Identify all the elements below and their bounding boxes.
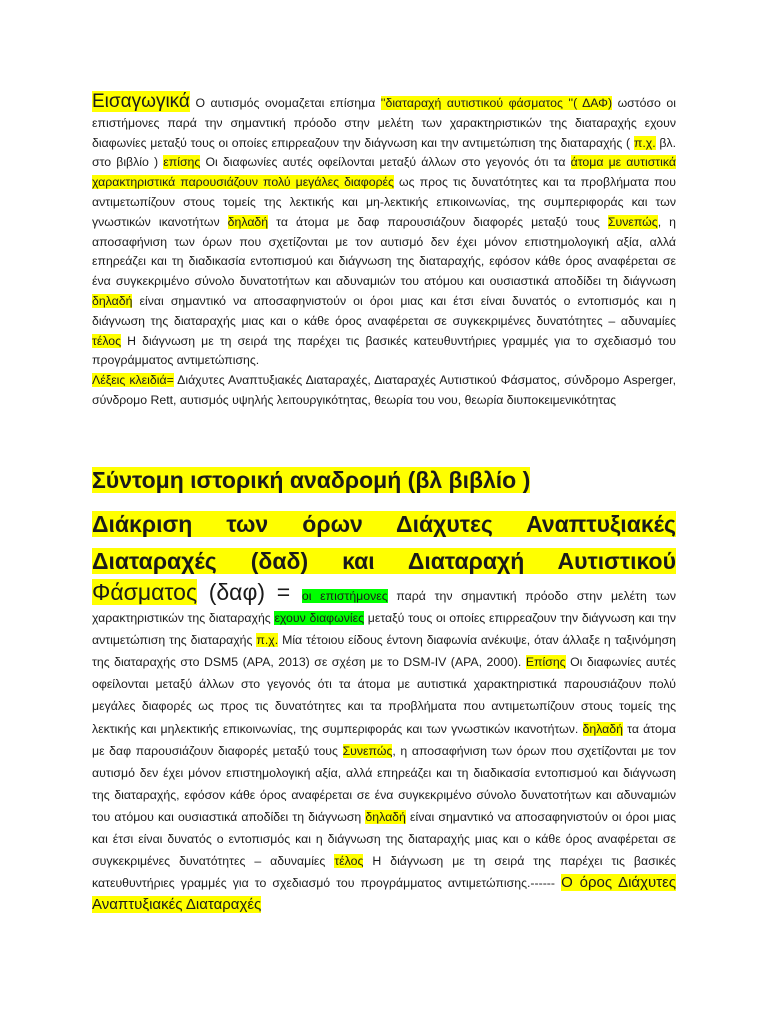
- section-text: , η αποσαφήνιση των όρων που σχετίζονται με τον αυτισμό δεν έχει μόνον επιστημολογική αξία, αλλά επηρεάζει και τη διαδικασία εντοπισμού και διάγνωση της διαταραχής, εφόσον κάθε όρος αναφέρεται σε ένα συγκεκριμένο σύνολο δυνατοτήτων και αδυναμιών του ατόμου και ουσιαστικά αποδίδει τη διάγνωση: [92, 743, 676, 824]
- green-highlight: εχουν διαφωνίες: [274, 611, 365, 626]
- highlight: τέλος: [92, 333, 122, 348]
- terms-heading: Διάκριση των όρων Διάχυτες Αναπτυξιακές Διαταραχές (δαδ) και Διαταραχή Αυτιστικού: [92, 511, 676, 574]
- section-text: μεταξύ τους οι οποίες επιρρεαζουν την διάγνωση και την αντιμετώπιση της διαταραχής: [92, 611, 676, 648]
- intro-paragraph: [92, 92, 676, 371]
- highlight: ''διαταραχή αυτιστικού φάσματος ''( ΔΑΦ): [380, 96, 613, 110]
- intro-text: Ο αυτισμός ονομαζεται επίσημα: [189, 96, 381, 110]
- keywords-paragraph: [92, 371, 676, 411]
- section-text: είναι σημαντικό να αποσαφηνιστούν οι όροι μιας και έτσι είναι δυνατός ο εντοπισμός και η διάγνωση της διαταραχής μιας και ο κάθε όρος αναφέρεται σε συγκεκριμένες δυνατότητες – αδυναμίες: [92, 809, 676, 869]
- section-text: τα άτομα με δαφ παρουσιάζουν διαφορές μεταξύ τους: [92, 721, 677, 758]
- section-lead-rest: (δαφ) =: [197, 579, 302, 605]
- intro-text: ως προς τις δυνατότητες και τα προβλήματα που αντιμετωπίζουν στους τομείς της λεκτικής και μη-λεκτικής επικοινωνίας, της συμπεριφοράς και των γνωστικών ικανοτήτων: [92, 175, 676, 229]
- section-text: παρά την σημαντική πρόοδο στην μελέτη των χαρακτηριστικών της διαταραχής: [92, 589, 677, 626]
- intro-text: Οι διαφωνίες αυτές οφείλονται μεταξύ άλλων στο γεγονός ότι τα: [200, 155, 571, 170]
- highlight: δηλαδή: [365, 809, 406, 824]
- highlight: π.χ.: [633, 135, 656, 150]
- highlight: δηλαδή: [92, 293, 133, 308]
- green-highlight: οι επιστήμονες: [301, 589, 388, 603]
- keywords-text: Διάχυτες Αναπτυξιακές Διαταραχές, Διαταραχές Αυτιστικού Φάσματος, σύνδρομο Asperger, σύνδρομο Rett, αυτισμός υψηλής λειτουργικότητας, θεωρία του νου, θεωρία διυποκειμενικότητας: [92, 373, 676, 407]
- highlight: Ο όρος Διάχυτες Αναπτυξιακές Διαταραχές: [92, 874, 676, 914]
- highlight: π.χ.: [256, 633, 279, 648]
- intro-text: , η αποσαφήνιση των όρων που σχετίζονται με τον αυτισμό δεν έχει μόνον επιστημολογική αξία, αλλά επηρεάζει και τη διαδικασία εντοπισμού και διάγνωση της διαταραχής, εφόσον κάθε όρος αναφέρεται σε ένα συγκεκριμένο σύνολο δυνατοτήτων και αδυναμιών του ατόμου και ουσιαστικά αποδίδει τη διάγνωση: [92, 214, 676, 289]
- section-text: Η διάγνωση με τη σειρά της παρέχει τις βασικές κατευθυντήριες γραμμές για το σχεδιασμό του προγράμματος αντιμετώπισης.------: [92, 854, 676, 891]
- highlight: δηλαδή: [227, 214, 269, 229]
- intro-text: βλ. στο βιβλίο ): [92, 135, 676, 170]
- section-text: Μία τέτοιου είδους έντονη διαφωνία ανέκυψε, όταν άλλαξε η ταξινόμηση της διαταραχής στο DSM5 (APA, 2013) σε σχέση με το DSM-IV (APA, 2000).: [92, 633, 676, 670]
- history-heading: Σύντομη ιστορική αναδρομή (βλ βιβλίο ): [92, 467, 531, 493]
- intro-text: ωστόσο οι επιστήμονες παρά την σημαντική πρόοδο στην μελέτη των χαρακτηριστικών της διαταραχής εχουν διαφωνίες μεταξύ τους οι οποίες επιρρεαζουν την διάγνωση και την αντιμετώπιση της διαταραχής (: [92, 96, 676, 150]
- section-paragraph: [92, 581, 676, 916]
- intro-text: τα άτομα με δαφ παρουσιάζουν διαφορές μεταξύ τους: [268, 214, 608, 229]
- highlight: Συνεπώς: [342, 743, 393, 758]
- keywords-label: Λέξεις κλειδιά=: [92, 373, 174, 387]
- section-lead: Φάσματος: [92, 579, 198, 605]
- section-text: Οι διαφωνίες αυτές οφείλονται μεταξύ άλλων στο γεγονός ότι τα άτομα με αυτιστικά χαρακτηριστικά παρουσιάζουν πολύ μεγάλες διαφορές ως προς τις δυνατότητες και τα προβλήματα που αντιμετωπίζουν στους τομείς της λεκτικής και μηλεκτικής επικοινωνίας, της συμπεριφοράς και των γνωστικών ικανοτήτων.: [92, 655, 676, 736]
- intro-heading: Εισαγωγικά: [92, 91, 190, 112]
- highlight: τέλος: [334, 854, 364, 869]
- highlight: επίσης: [163, 155, 201, 170]
- highlight: άτομα με αυτιστικά χαρακτηριστικά παρουσιάζουν πολύ μεγάλες διαφορές: [92, 155, 677, 190]
- highlight: δηλαδή: [582, 721, 623, 736]
- intro-text: είναι σημαντικό να αποσαφηνιστούν οι όροι μιας και έτσι είναι δυνατός ο εντοπισμός και η διάγνωση της διαταραχής μιας και ο κάθε όρος αναφέρεται σε συγκεκριμένες δυνατότητες – αδυναμίες: [92, 293, 676, 328]
- highlight: Επίσης: [525, 655, 566, 670]
- intro-text: Η διάγνωση με τη σειρά της παρέχει τις βασικές κατευθυντήριες γραμμές για το σχεδιασμό του προγράμματος αντιμετώπισης.: [92, 333, 676, 368]
- highlight: Συνεπώς: [607, 214, 658, 229]
